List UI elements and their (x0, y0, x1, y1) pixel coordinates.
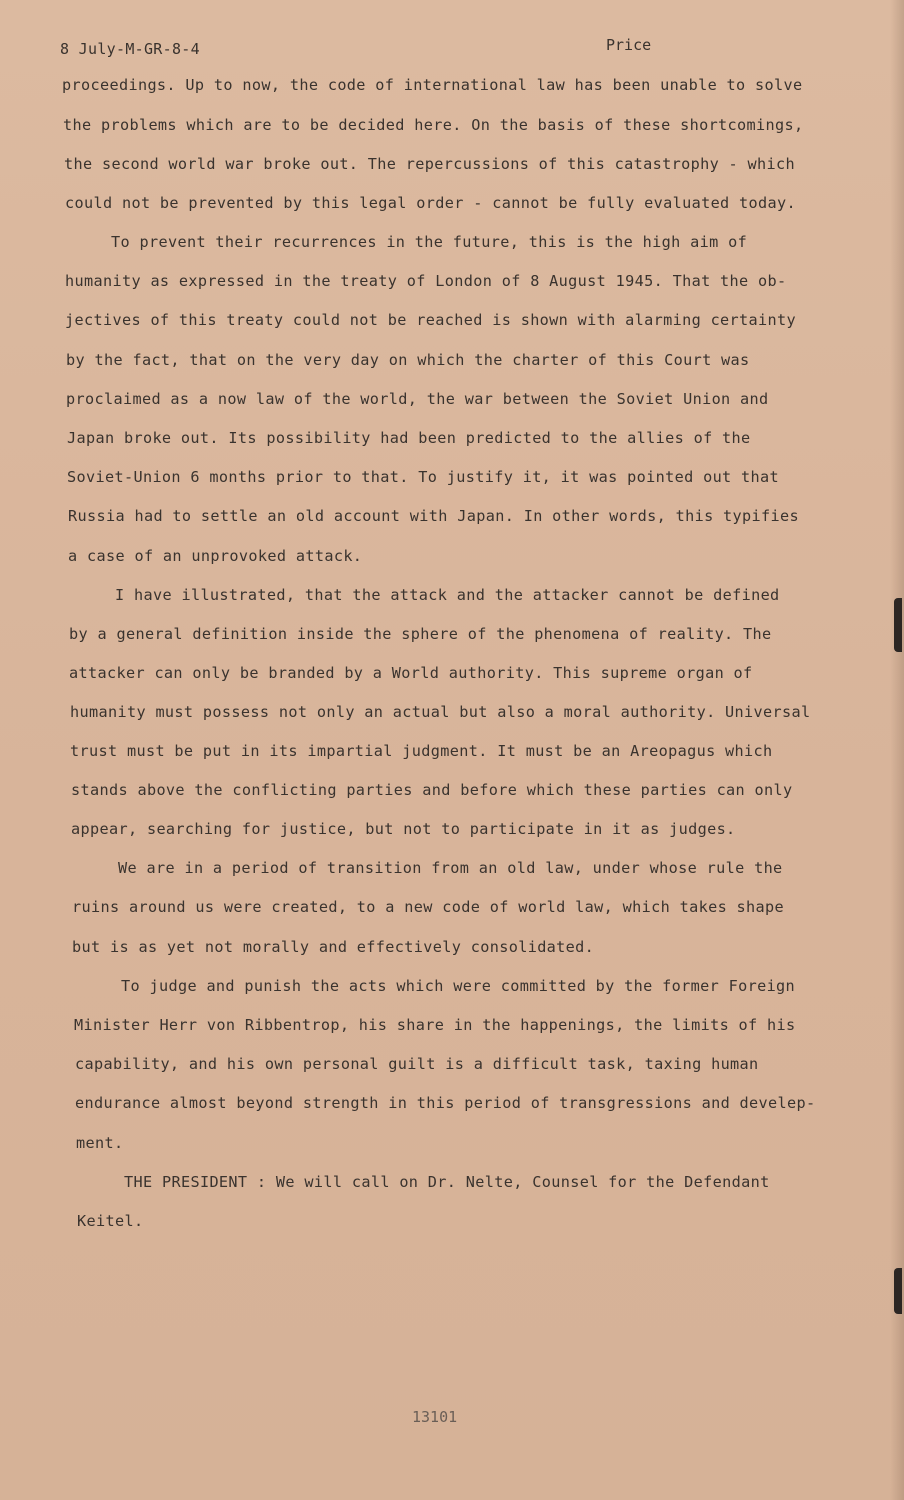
page-number: 13101 (412, 1408, 458, 1426)
text-line: humanity must possess not only an actual but also a moral authority. Universal (70, 703, 811, 721)
text-line: a case of an unprovoked attack. (68, 547, 363, 565)
text-line: Minister Herr von Ribbentrop, his share in the happenings, the limits of his (74, 1016, 796, 1034)
text-line: I have illustrated, that the attack and the attacker cannot be defined (115, 586, 780, 604)
page-reference-header: 8 July-M-GR-8-4 (60, 40, 200, 58)
text-line: the problems which are to be decided here. On the basis of these shortcomings, (63, 116, 804, 134)
text-line: trust must be put in its impartial judgment. It must be an Areopagus which (70, 742, 773, 760)
text-line: appear, searching for justice, but not to participate in it as judges. (71, 820, 736, 838)
text-line: proclaimed as a now law of the world, the war between the Soviet Union and (66, 390, 769, 408)
binder-clip-mark (894, 1268, 902, 1314)
text-line: jectives of this treaty could not be reached is shown with alarming certainty (65, 311, 797, 329)
text-line: To prevent their recurrences in the future, this is the high aim of (111, 233, 748, 251)
text-line: Japan broke out. Its possibility had been predicted to the allies of the (67, 429, 751, 447)
text-line: We are in a period of transition from an old law, under whose rule the (118, 859, 783, 877)
text-line: Soviet-Union 6 months prior to that. To justify it, it was pointed out that (67, 468, 780, 486)
text-line: stands above the conflicting parties and before which these parties can only (71, 781, 793, 799)
text-line: could not be prevented by this legal order - cannot be fully evaluated today. (65, 194, 797, 212)
text-line: endurance almost beyond strength in this period of transgressions and develep- (75, 1094, 816, 1112)
text-line: by a general definition inside the sphere of the phenomena of reality. The (69, 625, 772, 643)
text-line: proceedings. Up to now, the code of international law has been unable to solve (62, 76, 803, 94)
text-line: the second world war broke out. The repercussions of this catastrophy - which (64, 155, 796, 173)
text-line: Russia had to settle an old account with Japan. In other words, this typifies (68, 507, 800, 525)
text-line: capability, and his own personal guilt is a difficult task, taxing human (75, 1055, 759, 1073)
text-line: ruins around us were created, to a new code of world law, which takes shape (72, 898, 785, 916)
text-line: Keitel. (77, 1212, 144, 1230)
speaker-header: Price (606, 36, 652, 54)
binder-clip-mark (894, 598, 902, 652)
text-line: attacker can only be branded by a World authority. This supreme organ of (69, 664, 753, 682)
speaker-line: THE PRESIDENT : We will call on Dr. Nelte, Counsel for the Defendant (124, 1173, 770, 1191)
text-line: To judge and punish the acts which were committed by the former Foreign (121, 977, 796, 995)
text-line: ment. (76, 1134, 124, 1152)
text-line: by the fact, that on the very day on which the charter of this Court was (66, 351, 750, 369)
text-line: humanity as expressed in the treaty of London of 8 August 1945. That the ob- (65, 272, 787, 290)
text-line: but is as yet not morally and effectively consolidated. (72, 938, 595, 956)
